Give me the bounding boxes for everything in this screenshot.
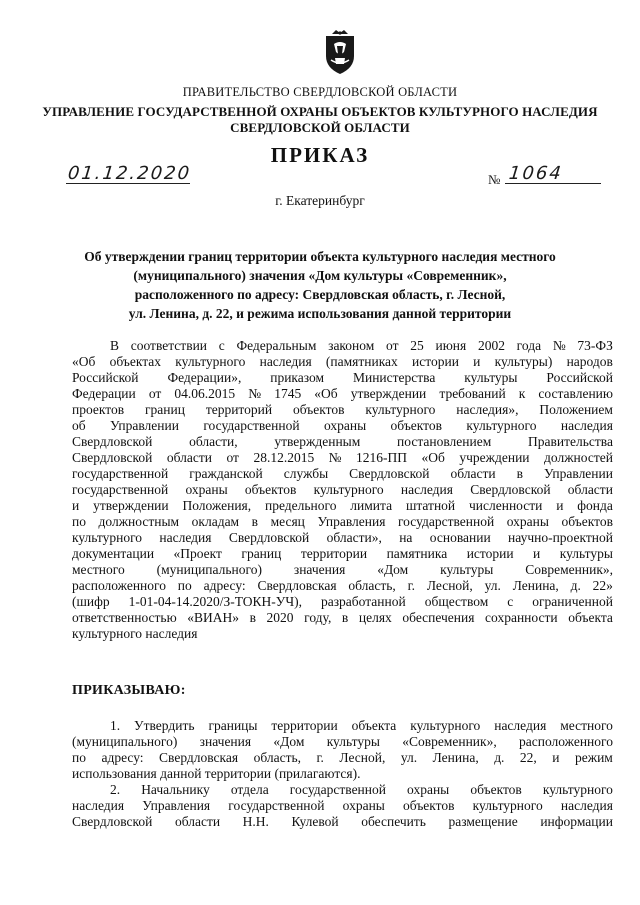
preamble-line: документации «Проект границ территории памятника истории и культуры bbox=[72, 546, 613, 561]
preamble-line: Российской Федерации», приказом Министерства культуры Российской bbox=[72, 370, 613, 385]
issue-city: г. Екатеринбург bbox=[275, 193, 365, 208]
item-line: 1. Утвердить границы территории объекта культурного наследия местного bbox=[110, 718, 613, 733]
preamble-line: «Об объектах культурного наследия (памятниках истории и культуры) народов bbox=[72, 354, 613, 369]
department-name-line2: СВЕРДЛОВСКОЙ ОБЛАСТИ bbox=[230, 120, 410, 135]
preamble-line: государственной гражданской службы Свердловской области в Управлении bbox=[72, 466, 613, 481]
preamble-line-last: культурного наследия bbox=[72, 626, 198, 641]
government-name: ПРАВИТЕЛЬСТВО СВЕРДЛОВСКОЙ ОБЛАСТИ bbox=[182, 85, 458, 99]
preamble-line: местного (муниципального) значения «Дом культуры Современник», bbox=[72, 562, 613, 577]
item-line: наследия Управления государственной охраны объектов культурного наследия bbox=[72, 798, 613, 813]
item-line: (муниципального) значения «Дом культуры «Современник», расположенного bbox=[72, 734, 613, 749]
item-line: 2. Начальнику отдела государственной охраны объектов культурного bbox=[110, 782, 613, 797]
subject-line: расположенного по адресу: Свердловская область, г. Лесной, bbox=[134, 287, 506, 302]
preamble-line: ответственностью «ВИАН» в 2020 году, в целях обеспечения сохранности объекта bbox=[72, 610, 613, 625]
order-subject bbox=[60, 247, 580, 323]
preamble-line: Свердловской области от 28.12.2015 № 1216-ПП «Об учреждении должностей bbox=[72, 450, 613, 465]
preamble-line: (шифр 1-01-04-14.2020/З-ТОКН-УЧ), разработанной обществом с ограниченной bbox=[72, 594, 613, 609]
order-date: 01.12.2020 bbox=[66, 163, 193, 184]
document-type-title: ПРИКАЗ bbox=[270, 143, 370, 167]
preamble-line: расположенного по адресу: Свердловская область, г. Лесной, ул. Ленина, д. 22» bbox=[72, 578, 613, 593]
subject-line: Об утверждении границ территории объекта культурного наследия местного bbox=[84, 249, 556, 264]
preamble-paragraph bbox=[72, 338, 613, 642]
date-underline bbox=[66, 183, 190, 184]
preamble-line: проектов границ территорий объектов культурного наследия», Положением bbox=[72, 402, 613, 417]
item-line: Свердловской области Н.Н. Кулевой обеспечить размещение информации bbox=[72, 814, 613, 829]
preamble-line: Федерации от 04.06.2015 № 1745 «Об утверждении требований к составлению bbox=[72, 386, 613, 401]
item-line: по адресу: Свердловская область, г. Лесной, ул. Ленина, д. 22, и режим bbox=[72, 750, 613, 765]
preamble-line: Свердловской области, утвержденным постановлением Правительства bbox=[72, 434, 613, 449]
preamble-line: культурного наследия Свердловской области», на основании научно-проектной bbox=[72, 530, 613, 545]
coat-of-arms-icon bbox=[322, 30, 358, 76]
preamble-line: об Управлении государственной охраны объектов культурного наследия bbox=[72, 418, 613, 433]
decree-word: ПРИКАЗЫВАЮ: bbox=[72, 683, 186, 698]
subject-line: (муниципального) значения «Дом культуры «Современник», bbox=[133, 268, 507, 283]
preamble-line: государственной охраны объектов культурного наследия Свердловской области bbox=[72, 482, 613, 497]
order-items bbox=[72, 718, 613, 830]
preamble-line: по должностным окладам в месяц Управления государственной охраны объектов bbox=[72, 514, 613, 529]
preamble-line: и утверждении Положения, предельного лимита штатной численности и фонда bbox=[72, 498, 613, 513]
item-line: использования данной территории (прилагаются). bbox=[72, 766, 361, 781]
preamble-line: В соответствии с Федеральным законом от 25 июня 2002 года № 73-ФЗ bbox=[110, 338, 613, 353]
order-number: 1064 bbox=[507, 163, 564, 184]
subject-line: ул. Ленина, д. 22, и режима использования данной территории bbox=[128, 306, 512, 321]
number-label: № bbox=[488, 172, 501, 187]
number-underline bbox=[505, 183, 601, 184]
department-name-line1: УПРАВЛЕНИЕ ГОСУДАРСТВЕННОЙ ОХРАНЫ ОБЪЕКТОВ КУЛЬТУРНОГО НАСЛЕДИЯ bbox=[42, 104, 598, 119]
